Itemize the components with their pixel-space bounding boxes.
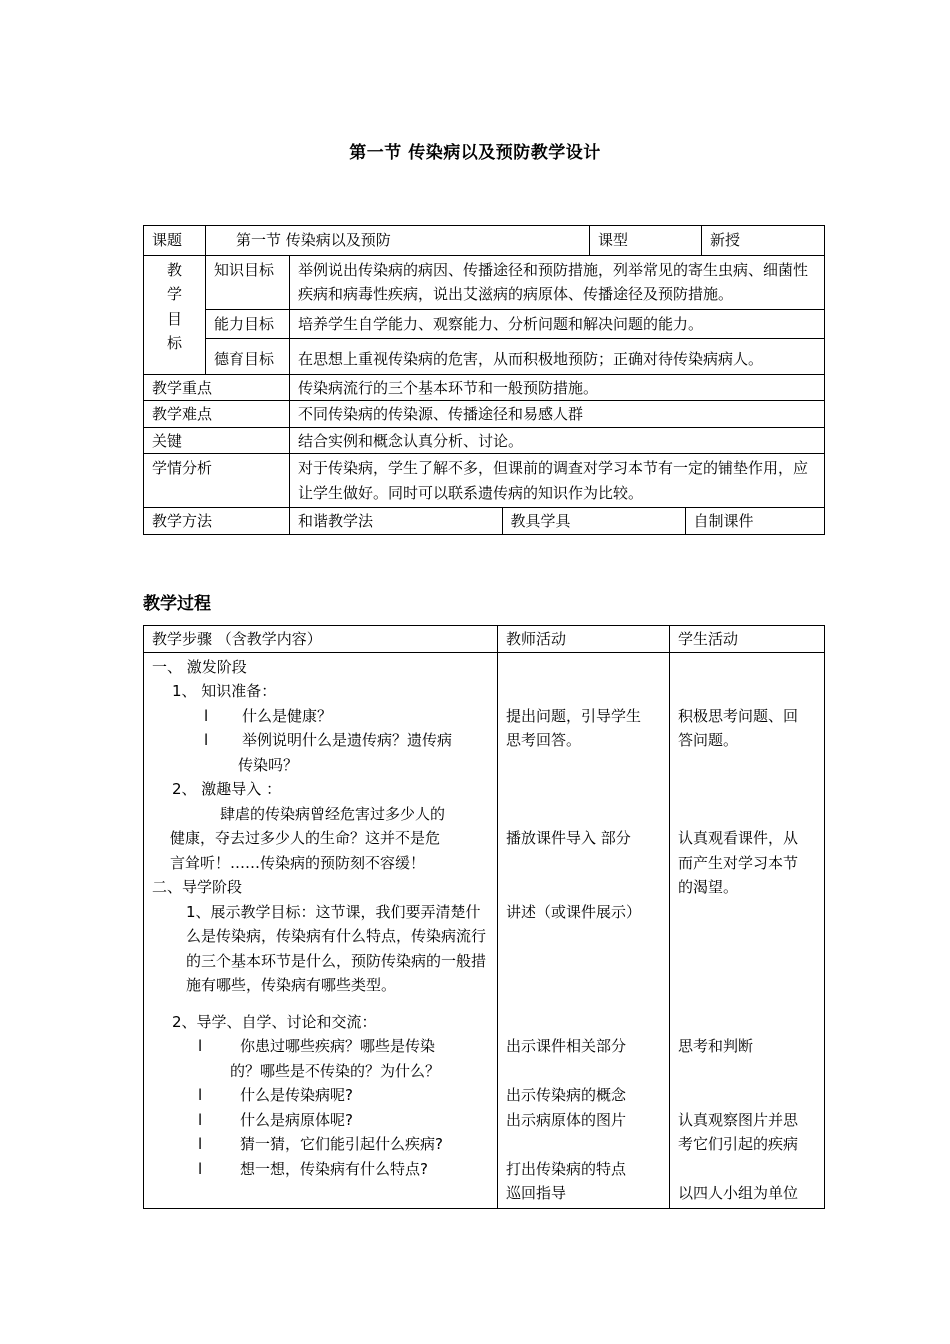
teacher-activity-cell <box>498 652 670 1208</box>
question-item <box>152 728 489 753</box>
question-text: 你患过哪些疾病？哪些是传染 <box>240 1037 436 1055</box>
goal-label-char: 标 <box>166 334 182 352</box>
moral-goal-text: 在思想上重视传染病的危害，从而积极地预防；正确对待传染病病人。 <box>290 339 825 375</box>
teacher-activity: 巡回指导 <box>506 1184 567 1202</box>
step-1-2: 2、 激趣导入 ： <box>172 780 282 798</box>
goal-label-char: 学 <box>166 285 182 303</box>
lesson-type-label: 课型 <box>590 226 702 256</box>
question-text: 想一想，传染病有什么特点? <box>240 1159 428 1178</box>
student-activity: 答问题。 <box>678 731 739 749</box>
teacher-activity: 播放课件导入 部分 <box>506 829 631 847</box>
steps-header: 教学步骤 （含教学内容） <box>144 626 498 653</box>
ability-goal-label: 能力目标 <box>206 309 290 339</box>
analysis-row <box>144 454 825 508</box>
question-item <box>152 1108 489 1133</box>
key-row <box>144 427 825 454</box>
step-2-1: 1、展示教学目标：这节课，我们要弄清楚什么是传染病，传染病有什么特点，传染病流行的三个基本环节是什么，预防传染病的一般措施有哪些，传染病有哪些类型。 <box>186 902 487 994</box>
student-activity: 思考和判断 <box>678 1037 754 1055</box>
question-item <box>152 1083 489 1108</box>
key-point-row <box>144 374 825 401</box>
bullet-icon: l <box>198 1159 203 1178</box>
knowledge-goal-text: 举例说出传染病的病因、传播途径和预防措施，列举常见的寄生虫病、细菌性疾病和病毒性疾病，说出艾滋病的病原体、传播途径及预防措施。 <box>290 255 825 309</box>
question-text: 猜一猜，它们能引起什么疾病? <box>240 1135 443 1153</box>
teacher-activity: 讲述（或课件展示） <box>506 902 642 921</box>
step-1-1: 1、 知识准备： <box>172 682 277 700</box>
topic-label: 课题 <box>144 226 206 256</box>
knowledge-goal-label: 知识目标 <box>206 255 290 309</box>
difficulty-text: 不同传染病的传染源、传播途径和易感人群 <box>290 401 825 428</box>
topic-value: 第一节 传染病以及预防 <box>206 226 590 256</box>
analysis-text: 对于传染病，学生了解不多，但课前的调查对学习本节有一定的铺垫作用，应让学生做好。同时可以联系遗传病的知识作为比较。 <box>290 454 825 508</box>
student-activity: 考它们引起的疾病 <box>678 1135 799 1153</box>
analysis-label: 学情分析 <box>144 454 290 508</box>
student-activity: 认真观看课件，从 <box>678 829 799 847</box>
stage-1-title: 一、 激发阶段 <box>152 657 247 676</box>
stage-2-title: 二、导学阶段 <box>152 878 243 896</box>
goal-row-moral <box>144 339 825 375</box>
question-text-cont: 的？哪些是不传染的？为什么？ <box>230 1061 441 1080</box>
key-point-text: 传染病流行的三个基本环节和一般预防措施。 <box>290 374 825 401</box>
bullet-icon: l <box>204 706 209 725</box>
tools-value: 自制课件 <box>693 512 754 530</box>
question-item <box>152 704 489 729</box>
question-item <box>152 1132 489 1157</box>
student-activity: 而产生对学习本节 <box>678 853 799 872</box>
teaching-process-table <box>143 625 825 1209</box>
process-header-row <box>144 626 825 653</box>
method-row <box>144 508 825 535</box>
method-inner-table <box>290 508 824 534</box>
teaching-goals-label <box>144 255 206 374</box>
lesson-info-table <box>143 225 825 535</box>
teacher-activity: 出示课件相关部分 <box>506 1037 627 1055</box>
step-2-2: 2、导学、自学、讨论和交流： <box>172 1012 377 1031</box>
process-heading: 教学过程 <box>143 594 211 614</box>
question-text: 举例说明什么是遗传病？遗传病 <box>242 731 453 749</box>
bullet-icon: l <box>204 731 209 749</box>
teacher-activity: 出示病原体的图片 <box>506 1110 627 1129</box>
question-text: 什么是健康？ <box>242 706 333 725</box>
student-activity: 积极思考问题、回 <box>678 706 799 725</box>
teacher-activity: 思考回答。 <box>506 731 582 749</box>
method-value: 和谐教学法 <box>290 508 502 534</box>
document-title: 第一节 传染病以及预防教学设计 <box>349 143 601 163</box>
goal-row-ability <box>144 309 825 339</box>
goal-label-char: 目 <box>166 309 182 328</box>
tools-label: 教具学具 <box>502 508 685 534</box>
student-activity-cell <box>670 652 825 1208</box>
goal-label-char: 教 <box>166 260 182 279</box>
key-point-label: 教学重点 <box>144 374 290 401</box>
method-label: 教学方法 <box>144 508 290 535</box>
goal-row-knowledge <box>144 255 825 309</box>
bullet-icon: l <box>198 1086 203 1104</box>
steps-cell <box>144 652 498 1208</box>
question-item <box>152 1157 489 1182</box>
bullet-icon: l <box>198 1037 203 1055</box>
student-activity: 以四人小组为单位 <box>678 1184 799 1202</box>
intro-text: 言耸听！……传染病的预防刻不容缓！ <box>170 853 426 872</box>
method-inner-cell <box>290 508 825 535</box>
key-label: 关键 <box>144 427 290 454</box>
key-text: 结合实例和概念认真分析、讨论。 <box>290 427 825 454</box>
teacher-activity: 打出传染病的特点 <box>506 1159 627 1178</box>
intro-text: 健康，夺去过多少人的生命？这并不是危 <box>170 829 441 847</box>
topic-row <box>144 226 825 256</box>
difficulty-row <box>144 401 825 428</box>
question-text: 什么是病原体呢? <box>240 1110 353 1129</box>
student-activity: 的渴望。 <box>678 878 739 896</box>
student-activity: 认真观察图片并思 <box>678 1110 799 1129</box>
teacher-activity: 出示传染病的概念 <box>506 1086 627 1104</box>
intro-text: 肆虐的传染病曾经危害过多少人的 <box>220 804 446 823</box>
moral-goal-label: 德育目标 <box>206 339 290 375</box>
question-text-cont: 传染吗？ <box>238 755 299 774</box>
question-text: 什么是传染病呢? <box>240 1086 353 1104</box>
bullet-icon: l <box>198 1135 203 1153</box>
ability-goal-text: 培养学生自学能力、观察能力、分析问题和解决问题的能力。 <box>290 309 825 339</box>
bullet-icon: l <box>198 1110 203 1129</box>
lesson-type-value: 新授 <box>702 226 825 256</box>
process-body-row <box>144 652 825 1208</box>
teacher-header: 教师活动 <box>498 626 670 653</box>
teacher-activity: 提出问题，引导学生 <box>506 706 642 725</box>
question-item <box>152 1034 489 1059</box>
difficulty-label: 教学难点 <box>144 401 290 428</box>
student-header: 学生活动 <box>670 626 825 653</box>
